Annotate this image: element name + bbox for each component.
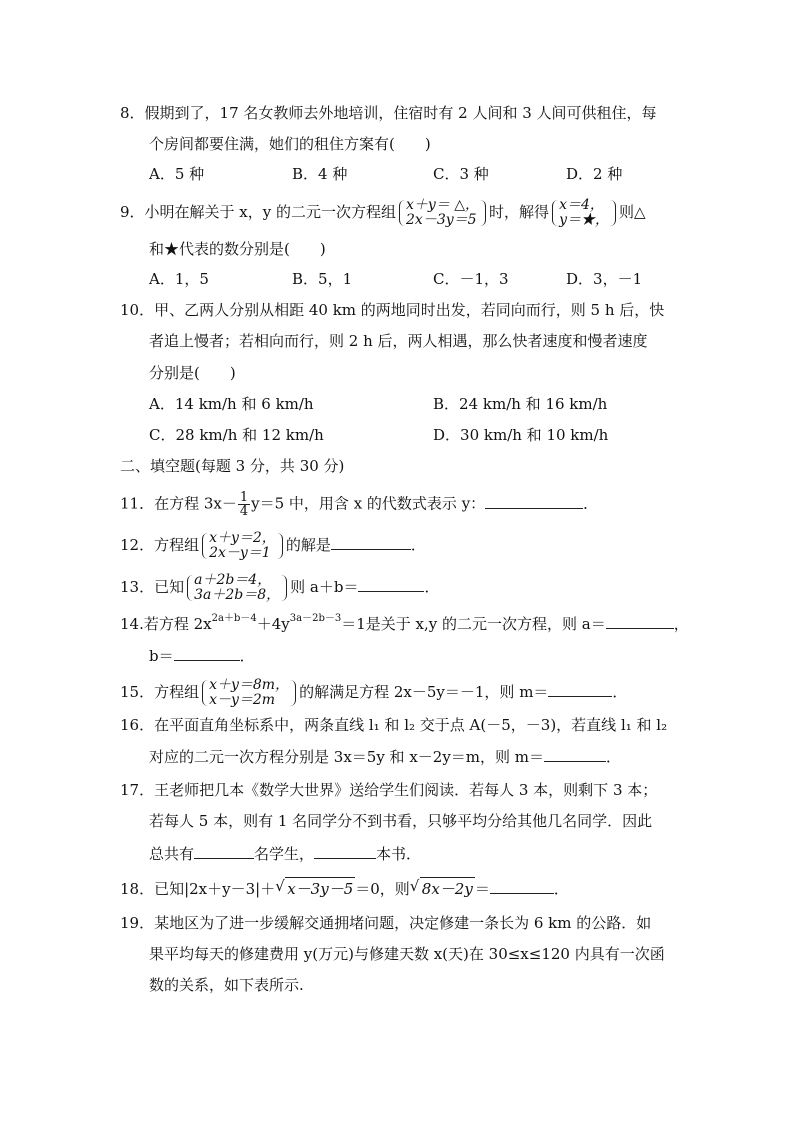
q9-option-a: A．1，5 xyxy=(149,270,209,288)
q15-pre: 15．方程组 xyxy=(120,683,200,701)
q11-post: y＝5 中，用含 x 的代数式表示 y： xyxy=(251,494,486,513)
q10-line3: 分别是( ) xyxy=(149,364,236,382)
q15-answer-blank[interactable] xyxy=(548,680,612,697)
q15-sys-row1: x＋y＝8m， xyxy=(209,677,290,693)
q18-period: ． xyxy=(553,880,569,898)
q18-post: ＝ xyxy=(474,880,490,898)
q12-system xyxy=(201,531,284,561)
q18-mid: ＝0，则 xyxy=(355,880,410,898)
q11-frac-den: 4 xyxy=(239,504,249,519)
q19-line2: 果平均每天的修建费用 y(万元)与修建天数 x(天)在 30≤x≤120 内具有一次函 xyxy=(149,945,665,963)
q14-exponent-2: 3a－2b－3 xyxy=(289,613,342,624)
q12-sys-row1: x＋y＝2， xyxy=(209,530,276,546)
q14-answer-b-blank[interactable] xyxy=(174,644,240,661)
q11-pre: 11．在方程 3x－ xyxy=(120,494,237,513)
q17-line3 xyxy=(149,842,421,865)
q14-line1 xyxy=(120,612,689,635)
q9-sys2-row1: x＝4， xyxy=(559,197,604,213)
q18-pre: 18．已知|2x＋y－3|＋ xyxy=(120,880,276,898)
q14-post: ＝1是关于 x,y 的二元一次方程，则 a＝ xyxy=(341,615,606,633)
q16-period: ． xyxy=(606,748,622,766)
q9-post: 则△ xyxy=(618,203,646,221)
q15-line xyxy=(120,678,627,708)
q9-pre: 9．小明在解关于 x，y 的二元一次方程组 xyxy=(120,203,397,221)
q19-line1: 19．某地区为了进一步缓解交通拥堵问题，决定修建一条长为 6 km 的公路．如 xyxy=(120,914,652,932)
q9-line2: 和★代表的数分别是( ) xyxy=(149,240,326,258)
q14-b-label: b＝ xyxy=(149,647,174,665)
q13-sys-row1: a＋2b＝4， xyxy=(194,572,272,588)
q17-line3c: 本书． xyxy=(376,845,422,863)
q9-sys1-row1: x＋y＝ △， xyxy=(406,197,480,213)
q8-option-b: B．4 种 xyxy=(292,165,348,183)
q10-line2: 者追上慢者；若相向而行，则 2 h 后，两人相遇，那么快者速度和慢者速度 xyxy=(149,332,648,350)
q9-option-c: C．－1，3 xyxy=(433,270,509,288)
q12-line xyxy=(120,531,426,561)
q14-pre: 14.若方程 2x xyxy=(120,615,212,633)
q11-fraction xyxy=(238,491,250,518)
q18-sqrt-2: √ 8x－2y xyxy=(420,877,475,900)
q17-line1: 17．王老师把几本《数学大世界》送给学生们阅读．若每人 3 本，则剩下 3 本； xyxy=(120,781,658,799)
q15-system xyxy=(201,678,297,708)
q16-line2-text: 对应的二元一次方程分别是 3x＝5y 和 x－2y＝m，则 m＝ xyxy=(149,748,545,766)
q12-sys-row2: 2x－y＝1 xyxy=(209,545,271,561)
q18-sqrt-1: √ x－3y－5 xyxy=(285,877,355,900)
q9-option-b: B．5，1 xyxy=(292,270,353,288)
q13-line xyxy=(120,573,439,603)
q11-frac-num: 1 xyxy=(239,490,249,505)
q16-answer-blank[interactable] xyxy=(544,745,606,762)
q8-option-d: D．2 种 xyxy=(566,165,623,183)
q14-answer-a-blank[interactable] xyxy=(606,612,674,629)
q11-line xyxy=(120,491,598,518)
q15-sys-row2: x－y＝2m xyxy=(209,692,276,708)
q17-line3b: 名学生， xyxy=(254,845,315,863)
q9-option-d: D．3，－1 xyxy=(566,270,643,288)
q11-period: ． xyxy=(583,494,599,513)
q12-pre: 12．方程组 xyxy=(120,536,200,554)
q9-system-2 xyxy=(551,198,617,228)
q13-post: 则 a＋b＝ xyxy=(290,578,359,596)
q17-answer-books-blank[interactable] xyxy=(314,842,376,859)
q8-line1: 8．假期到了，17 名女教师去外地培训，住宿时有 2 人间和 3 人间可供租住，每 xyxy=(120,104,657,122)
q10-option-d: D．30 km/h 和 10 km/h xyxy=(433,426,609,444)
q8-option-a: A．5 种 xyxy=(149,165,205,183)
q13-system xyxy=(186,573,288,603)
q12-answer-blank[interactable] xyxy=(331,533,411,550)
q9-system-1 xyxy=(398,198,487,228)
q17-line2: 若每人 5 本，则有 1 名同学分不到书看，只够平均分给其他几名同学．因此 xyxy=(149,812,653,830)
q10-option-b: B．24 km/h 和 16 km/h xyxy=(433,395,608,413)
q9-mid: 时，解得 xyxy=(489,203,550,221)
q10-line1: 10．甲、乙两人分别从相距 40 km 的两地同时出发，若同向而行，则 5 h 后，快 xyxy=(120,301,665,319)
q15-period: ． xyxy=(612,683,628,701)
q13-answer-blank[interactable] xyxy=(358,575,424,592)
q13-period: ． xyxy=(424,578,440,596)
q14-period: ． xyxy=(239,647,255,665)
q14-line2 xyxy=(149,644,255,667)
q18-answer-blank[interactable] xyxy=(490,877,554,894)
q16-line1: 16．在平面直角坐标系中，两条直线 l₁ 和 l₂ 交于点 A(－5，－3)，若直线 l₁ 和 l₂ xyxy=(120,716,668,734)
q9-sys2-row2: y＝★， xyxy=(559,212,609,228)
q15-post: 的解满足方程 2x－5y＝－1，则 m＝ xyxy=(299,683,549,701)
q9-line1 xyxy=(120,198,646,228)
section-heading-fill-in: 二、填空题(每题 3 分，共 30 分) xyxy=(120,457,345,475)
q13-sys-row2: 3a＋2b＝8， xyxy=(194,587,281,603)
q12-period: ． xyxy=(410,536,426,554)
q9-sys1-row2: 2x－3y＝5 xyxy=(406,212,477,228)
q10-option-a: A．14 km/h 和 6 km/h xyxy=(149,395,314,413)
q12-post: 的解是 xyxy=(285,536,331,554)
q10-option-c: C．28 km/h 和 12 km/h xyxy=(149,426,324,444)
q16-line2 xyxy=(149,745,621,768)
q8-line2: 个房间都要住满，她们的租住方案有( ) xyxy=(149,135,431,153)
q14-exponent-1: 2a＋b－4 xyxy=(211,613,257,624)
q8-option-c: C．3 种 xyxy=(433,165,489,183)
q13-pre: 13．已知 xyxy=(120,578,185,596)
q14-comma: ， xyxy=(673,615,689,633)
q19-line3: 数的关系，如下表所示. xyxy=(149,976,304,994)
q11-answer-blank[interactable] xyxy=(485,492,583,509)
q14-mid: ＋4y xyxy=(256,615,290,633)
q17-answer-students-blank[interactable] xyxy=(194,842,254,859)
q18-line xyxy=(120,877,569,900)
q17-line3a: 总共有 xyxy=(149,845,195,863)
